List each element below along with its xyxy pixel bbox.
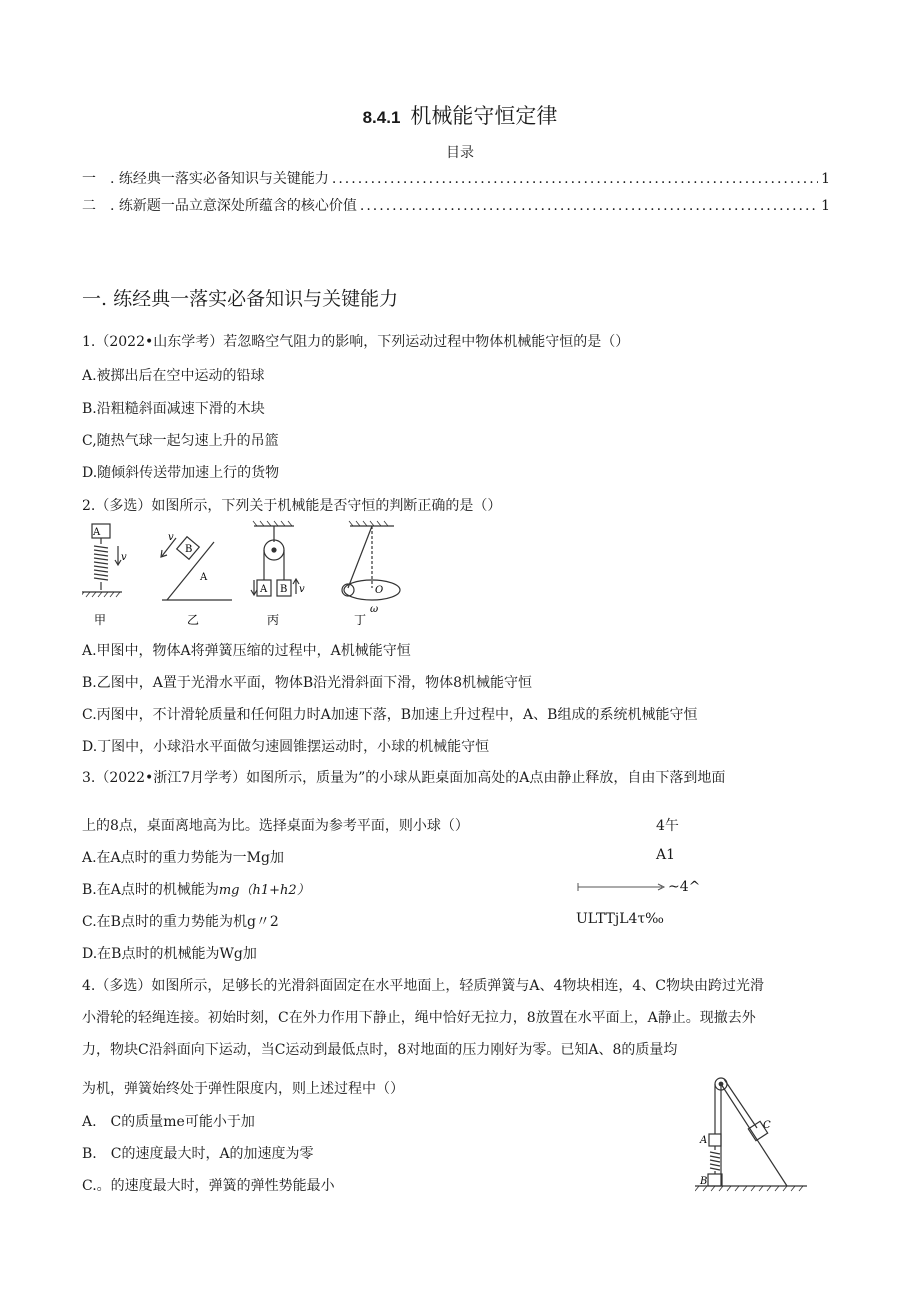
q3-option-b	[82, 879, 310, 899]
label-b: B	[280, 584, 288, 595]
q4-option-c: C.。的速度最大时，弹簧的弹性势能最小	[82, 1178, 335, 1194]
label-omega: ω	[370, 604, 379, 615]
title-text: 机械能守恒定律	[410, 104, 558, 128]
label-v: v	[121, 552, 127, 563]
q2-option-a: A.甲图中，物体A将弹簧压缩的过程中，A机械能守恒	[82, 643, 411, 659]
q4-option-a: A. C的质量me可能小于加	[82, 1114, 255, 1130]
q3-stem-line2: 上的8点，桌面离地高为比。选择桌面为参考平面，则小球（）	[82, 818, 469, 834]
block-b	[708, 1174, 722, 1186]
toc-leader	[360, 198, 818, 214]
q1-stem: 1.（2022•山东学考）若忽略空气阻力的影响，下列运动过程中物体机械能守恒的是（）	[82, 334, 630, 350]
q2-figure	[82, 520, 412, 630]
label-a: A	[260, 584, 268, 595]
q4-line1: 4.（多选）如图所示，足够长的光滑斜面固定在水平地面上，轻质弹簧与A、4物块相连，4、C物块由跨过光滑	[82, 978, 764, 994]
q3-figure-text: A1	[656, 847, 676, 863]
q4-option-b: B. C的速度最大时，A的加速度为零	[82, 1146, 314, 1162]
q4-line3: 力，物块C沿斜面向下运动，当C运动到最低点时，8对地面的压力刚好为零。已知A、8的质量均	[82, 1042, 678, 1058]
label-jia: 甲	[94, 613, 107, 627]
page-title	[0, 100, 920, 130]
hatch	[82, 592, 120, 597]
q1-option-a: A.被掷出后在空中运动的铅球	[82, 368, 265, 384]
toc-item-label: 一 . 练经典一落实必备知识与关键能力	[82, 171, 329, 187]
spring	[710, 1146, 720, 1174]
q3-figure-text: 4午	[656, 818, 679, 834]
toc-heading: 目录	[446, 145, 474, 161]
q2-stem: 2.（多选）如图所示，下列关于机械能是否守恒的判断正确的是（）	[82, 498, 502, 514]
section-heading: 一. 练经典一落实必备知识与关键能力	[82, 288, 399, 310]
q4-figure	[695, 1072, 810, 1194]
label-bing: 丙	[267, 613, 280, 627]
toc-item-page: 1	[821, 171, 830, 187]
q3-option-b-formula: mg（h1+h2）	[218, 883, 310, 898]
q3-stem-line1: 3.（2022•浙江7月学考）如图所示，质量为”的小球从距桌面加高处的A点由静止释放，自由下落到地面	[82, 770, 726, 786]
label-o: O	[375, 585, 384, 596]
q4-line2: 小滑轮的轻绳连接。初始时刻，C在外力作用下静止，绳中恰好无拉力，8放置在水平面上，A静止。现撤去外	[82, 1010, 756, 1026]
incline	[721, 1084, 787, 1186]
toc-item[interactable]	[82, 195, 830, 215]
label-b: B	[185, 544, 193, 555]
label-c: C	[763, 1120, 771, 1131]
block-a	[709, 1134, 721, 1146]
label-v: v	[299, 584, 305, 595]
q3-figure-text: ULTTjL4τ‰	[576, 911, 664, 927]
spring	[94, 538, 108, 590]
toc-item[interactable]	[82, 168, 830, 188]
q3-option-d: D.在B点时的机械能为Wg加	[82, 946, 257, 962]
q2-option-c: C.丙图中，不计滑轮质量和任何阻力时A加速下落，B加速上升过程中，A、B组成的系统机械能守恒	[82, 707, 698, 723]
wedge	[150, 542, 212, 600]
toc-leader	[332, 171, 818, 187]
toc-item-label: 二 . 练新题一品立意深处所蕴含的核心价值	[82, 198, 357, 214]
label-a: A	[700, 1135, 708, 1146]
q3-figure-text: ~4^	[668, 879, 701, 895]
q1-option-d: D.随倾斜传送带加速上行的货物	[82, 465, 280, 481]
label-ding: 丁	[354, 613, 367, 627]
label-v: v	[168, 532, 174, 543]
rope	[724, 1079, 757, 1128]
q3-option-b-text: B.在A点时的机械能为	[82, 882, 219, 898]
title-number: 8.4.1	[362, 108, 401, 127]
q3-option-a: A.在A点时的重力势能为一Mg加	[82, 850, 284, 866]
q4-line4: 为机，弹簧始终处于弹性限度内，则上述过程中（）	[82, 1081, 404, 1097]
label-yi: 乙	[187, 613, 200, 627]
label-a: A	[200, 572, 208, 583]
label-a: A	[93, 527, 101, 538]
q1-option-b: B.沿粗糙斜面减速下滑的木块	[82, 401, 265, 417]
label-b: B	[700, 1176, 708, 1187]
toc-item-page: 1	[821, 198, 830, 214]
arrow-line	[576, 881, 668, 893]
q3-option-c: C.在B点时的重力势能为机g〃2	[82, 914, 279, 930]
string	[348, 526, 372, 588]
q1-option-c: C,随热气球一起匀速上升的吊篮	[82, 433, 279, 449]
q3-figure-arrow	[576, 879, 700, 895]
q2-option-d: D.丁图中，小球沿水平面做匀速圆锥摆运动时，小球的机械能守恒	[82, 739, 490, 755]
q2-option-b: B.乙图中，A置于光滑水平面，物体B沿光滑斜面下滑，物体8机械能守恒	[82, 675, 533, 691]
